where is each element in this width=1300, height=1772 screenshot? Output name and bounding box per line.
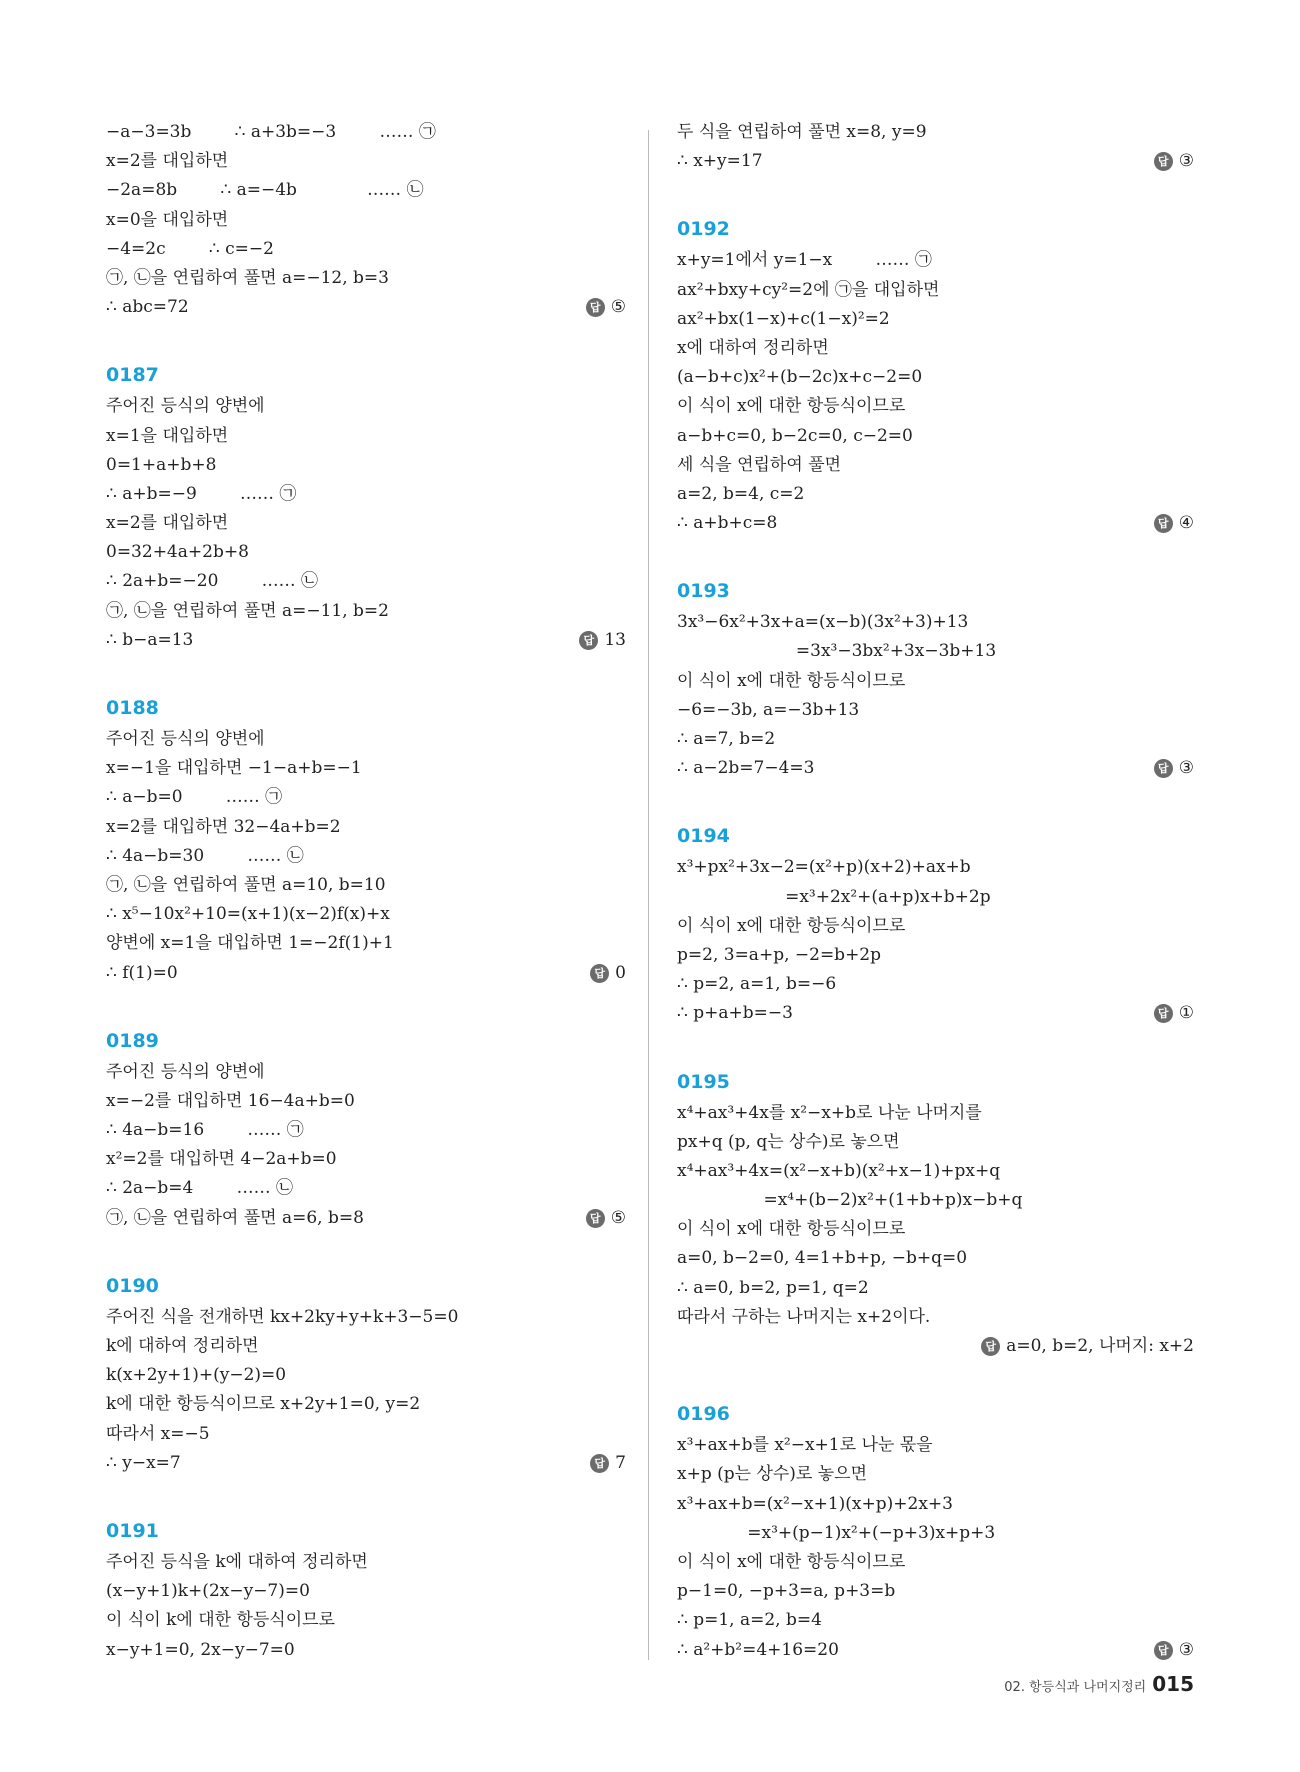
- solution-line: [677, 1548, 1194, 1577]
- answer: [981, 1332, 1194, 1361]
- solution-line-text: 세 식을 연립하여 풀면: [677, 454, 842, 475]
- solution-line: [677, 509, 1194, 538]
- solution-line: [106, 871, 626, 900]
- solution-line-text: 3x³−6x²+3x+a=(x−b)(3x²+3)+13: [677, 612, 969, 633]
- answer-value: ③: [1178, 151, 1194, 172]
- solution-block: [677, 1066, 1194, 1362]
- answer-badge-icon: 답: [1154, 514, 1173, 533]
- solution-line: [106, 1420, 626, 1449]
- solution-line: [677, 1577, 1194, 1606]
- solution-line: [106, 1087, 626, 1116]
- solution-line: [106, 1174, 626, 1203]
- solution-line-text: 주어진 등식의 양변에: [106, 729, 265, 749]
- solution-line: [106, 929, 626, 958]
- solution-line: [677, 1332, 1194, 1361]
- solution-line: [677, 1157, 1194, 1186]
- solution-line: [106, 842, 626, 871]
- solution-line-text: ax²+bxy+cy²=2에 ㉠을 대입하면: [677, 279, 940, 300]
- solution-line-text: ∴ a²+b²=4+16=20: [677, 1639, 839, 1660]
- solution-line-text: ∴ b−a=13: [106, 629, 194, 650]
- solution-line-text: =x⁴+(b−2)x²+(1+b+p)x−b+q: [677, 1190, 1023, 1211]
- solution-line-text: ㉠, ㉡을 연립하여 풀면 a=−11, b=2: [106, 600, 389, 621]
- solution-line: [106, 392, 626, 421]
- left-column: [106, 118, 626, 1702]
- solution-line: [106, 725, 626, 754]
- solution-line: [677, 883, 1194, 912]
- solution-line: [106, 597, 626, 626]
- problem-number: 0196: [677, 1403, 730, 1426]
- answer-badge-icon: 답: [1154, 1641, 1173, 1660]
- solution-line: [677, 1636, 1194, 1665]
- answer-badge-icon: 답: [1154, 152, 1173, 171]
- solution-line: [677, 637, 1194, 666]
- solution-block: [677, 118, 1194, 176]
- solution-line: [677, 853, 1194, 882]
- solution-line-text: 이 식이 x에 대한 항등식이므로: [677, 1219, 906, 1240]
- answer: [579, 626, 626, 655]
- solution-line-text: x=2를 대입하면: [106, 151, 229, 172]
- column-divider: [648, 130, 649, 1660]
- solution-line: [106, 1548, 626, 1577]
- solution-line: [106, 480, 626, 509]
- solution-line-text: k에 대하여 정리하면: [106, 1336, 259, 1356]
- solution-line: [106, 264, 626, 293]
- solution-line: [677, 1303, 1194, 1332]
- solution-line-text: (x−y+1)k+(2x−y−7)=0: [106, 1581, 310, 1602]
- solution-line-text: 이 식이 k에 대한 항등식이므로: [106, 1610, 335, 1631]
- solution-line: [677, 970, 1194, 999]
- solution-line: [677, 1186, 1194, 1215]
- solution-line-text: ㉠, ㉡을 연립하여 풀면 a=−12, b=3: [106, 267, 389, 288]
- solution-line-text: ∴ a+b+c=8: [677, 513, 778, 534]
- solution-line-text: p=2, 3=a+p, −2=b+2p: [677, 944, 882, 965]
- solution-line-text: −a−3=3b ∴ a+3b=−3 …… ㉠: [106, 122, 436, 142]
- solution-block: [677, 820, 1194, 1028]
- solution-line-text: a=0, b−2=0, 4=1+b+p, −b+q=0: [677, 1248, 968, 1269]
- solution-line: [677, 1099, 1194, 1128]
- solution-line-text: x=2를 대입하면: [106, 513, 229, 534]
- solution-line: [677, 246, 1194, 275]
- solution-line-text: ∴ y−x=7: [106, 1452, 181, 1473]
- solution-block: [677, 1398, 1194, 1665]
- solution-line-text: ∴ a−2b=7−4=3: [677, 758, 815, 779]
- solution-line: [106, 783, 626, 812]
- solution-line-text: 주어진 식을 전개하면 kx+2ky+y+k+3−5=0: [106, 1306, 459, 1327]
- solution-line: [106, 1204, 626, 1233]
- solution-line: [677, 1274, 1194, 1303]
- solution-line: [106, 1116, 626, 1145]
- solution-block: [677, 213, 1194, 538]
- solution-line-text: 두 식을 연립하여 풀면 x=8, y=9: [677, 122, 927, 142]
- answer: [590, 959, 626, 988]
- solution-line: [677, 363, 1194, 392]
- solution-line-text: x에 대하여 정리하면: [677, 337, 829, 358]
- solution-line: [677, 1431, 1194, 1460]
- solution-line-text: x³+px²+3x−2=(x²+p)(x+2)+ax+b: [677, 857, 971, 878]
- problem-number: 0190: [106, 1274, 159, 1297]
- solution-line-text: =3x³−3bx²+3x−3b+13: [677, 641, 997, 662]
- solution-line: [677, 754, 1194, 783]
- solution-block: [106, 692, 626, 988]
- problem-number: 0193: [677, 580, 730, 603]
- answer: [1154, 754, 1194, 783]
- solution-line-text: x⁴+ax³+4x=(x²−x+b)(x²+x−1)+px+q: [677, 1160, 1001, 1181]
- solution-line-text: 이 식이 x에 대한 항등식이므로: [677, 1551, 906, 1572]
- page-footer: [1004, 1672, 1194, 1696]
- solution-line: [677, 1128, 1194, 1157]
- solution-line: [106, 118, 626, 147]
- solution-line-text: ∴ a+b=−9 …… ㉠: [106, 483, 297, 504]
- solution-line-text: =x³+(p−1)x²+(−p+3)x+p+3: [677, 1522, 996, 1543]
- solution-line-text: 0=1+a+b+8: [106, 454, 217, 475]
- solution-line-text: x=1을 대입하면: [106, 425, 229, 446]
- answer: [590, 1449, 626, 1478]
- answer: [1154, 1636, 1194, 1665]
- solution-line-text: ∴ a=7, b=2: [677, 729, 776, 749]
- answer-value: 13: [604, 629, 626, 650]
- solution-line-text: k에 대한 항등식이므로 x+2y+1=0, y=2: [106, 1394, 421, 1415]
- solution-line-text: x=−1을 대입하면 −1−a+b=−1: [106, 758, 362, 779]
- solution-line: [106, 1636, 626, 1665]
- solution-line-text: ㉠, ㉡을 연립하여 풀면 a=10, b=10: [106, 874, 386, 895]
- solution-line: [677, 1606, 1194, 1635]
- answer: [1154, 509, 1194, 538]
- solution-line-text: ∴ a=0, b=2, p=1, q=2: [677, 1277, 869, 1298]
- solution-line-text: a=2, b=4, c=2: [677, 483, 805, 504]
- solution-line: [677, 999, 1194, 1028]
- solution-line: [106, 451, 626, 480]
- solution-line-text: ∴ a−b=0 …… ㉠: [106, 787, 283, 808]
- solution-line-text: k(x+2y+1)+(y−2)=0: [106, 1365, 287, 1386]
- solution-line-text: x−y+1=0, 2x−y−7=0: [106, 1639, 295, 1660]
- solution-line: [106, 1361, 626, 1390]
- solution-line: [677, 422, 1194, 451]
- solution-line: [677, 392, 1194, 421]
- solution-line: [677, 305, 1194, 334]
- solution-line-text: x+p (p는 상수)로 놓으면: [677, 1464, 868, 1485]
- answer-value: a=0, b=2, 나머지: x+2: [1006, 1336, 1194, 1356]
- solution-line: [106, 538, 626, 567]
- solution-line: [677, 118, 1194, 147]
- solution-line-text: x²=2를 대입하면 4−2a+b=0: [106, 1149, 337, 1170]
- answer-value: ③: [1178, 1639, 1194, 1660]
- solution-line-text: ax²+bx(1−x)+c(1−x)²=2: [677, 308, 890, 329]
- answer-badge-icon: 답: [586, 298, 605, 317]
- solution-line: [677, 147, 1194, 176]
- solution-line: [677, 1460, 1194, 1489]
- chapter-title: 02. 항등식과 나머지정리: [1004, 1680, 1147, 1695]
- answer: [1154, 999, 1194, 1028]
- solution-line-text: ∴ f(1)=0: [106, 962, 178, 983]
- solution-line: [106, 1303, 626, 1332]
- solution-line-text: −6=−3b, a=−3b+13: [677, 699, 860, 720]
- answer-badge-icon: 답: [579, 631, 598, 650]
- problem-number: 0189: [106, 1029, 159, 1052]
- solution-line-text: 주어진 등식을 k에 대하여 정리하면: [106, 1551, 368, 1572]
- solution-line: [106, 206, 626, 235]
- solution-line-text: 이 식이 x에 대한 항등식이므로: [677, 396, 906, 417]
- problem-number: 0188: [106, 697, 159, 719]
- solution-line-text: px+q (p, q는 상수)로 놓으면: [677, 1131, 900, 1152]
- solution-line-text: ∴ 4a−b=16 …… ㉠: [106, 1120, 304, 1141]
- solution-line: [106, 1577, 626, 1606]
- problem-number: 0191: [106, 1519, 159, 1542]
- solution-line: [106, 509, 626, 538]
- solution-block: [106, 1515, 626, 1665]
- solution-line-text: x³+ax+b=(x²−x+1)(x+p)+2x+3: [677, 1493, 953, 1514]
- solution-line-text: 주어진 등식의 양변에: [106, 396, 265, 417]
- solution-line-text: x³+ax+b를 x²−x+1로 나눈 몫을: [677, 1435, 933, 1456]
- solution-line-text: 이 식이 x에 대한 항등식이므로: [677, 670, 906, 691]
- solution-line: [677, 334, 1194, 363]
- solution-line: [677, 276, 1194, 305]
- solution-line-text: 따라서 x=−5: [106, 1423, 210, 1444]
- solution-line: [677, 608, 1194, 637]
- solution-line: [106, 626, 626, 655]
- solution-line: [106, 293, 626, 322]
- solution-line: [677, 451, 1194, 480]
- solution-line-text: x=2를 대입하면 32−4a+b=2: [106, 816, 341, 837]
- solution-line-text: (a−b+c)x²+(b−2c)x+c−2=0: [677, 367, 923, 388]
- answer-badge-icon: 답: [586, 1209, 605, 1228]
- solution-line: [677, 696, 1194, 725]
- solution-line: [677, 1215, 1194, 1244]
- answer-badge-icon: 답: [981, 1337, 1000, 1356]
- solution-line-text: x+y=1에서 y=1−x …… ㉠: [677, 250, 932, 271]
- solution-line-text: x=−2를 대입하면 16−4a+b=0: [106, 1090, 355, 1111]
- answer-value: ⑤: [610, 1207, 626, 1228]
- solution-line: [677, 1244, 1194, 1273]
- solution-line-text: 주어진 등식의 양변에: [106, 1061, 265, 1082]
- solution-line-text: 이 식이 x에 대한 항등식이므로: [677, 915, 906, 936]
- solution-line: [106, 422, 626, 451]
- solution-line: [677, 725, 1194, 754]
- solution-line: [677, 1519, 1194, 1548]
- solution-line: [106, 1449, 626, 1478]
- page-number: 015: [1152, 1672, 1194, 1696]
- solution-line: [106, 1606, 626, 1635]
- answer-value: ④: [1178, 513, 1194, 534]
- answer: [586, 1204, 626, 1233]
- solution-line-text: ∴ x⁵−10x²+10=(x+1)(x−2)f(x)+x: [106, 904, 390, 925]
- answer-badge-icon: 답: [590, 1454, 609, 1473]
- answer-value: ③: [1178, 758, 1194, 779]
- problem-number: 0192: [677, 218, 730, 241]
- solution-block: [106, 359, 626, 655]
- solution-line-text: ∴ p+a+b=−3: [677, 1003, 793, 1024]
- solution-line-text: 따라서 구하는 나머지는 x+2이다.: [677, 1306, 931, 1327]
- solution-line: [106, 754, 626, 783]
- solution-line-text: ㉠, ㉡을 연립하여 풀면 a=6, b=8: [106, 1207, 364, 1228]
- solution-line-text: x⁴+ax³+4x를 x²−x+b로 나눈 나머지를: [677, 1102, 982, 1123]
- answer-value: 7: [615, 1452, 626, 1473]
- right-column: [677, 118, 1194, 1702]
- solution-line: [106, 813, 626, 842]
- solution-line: [106, 567, 626, 596]
- problem-number: 0187: [106, 364, 159, 387]
- solution-line: [106, 235, 626, 264]
- problem-number: 0194: [677, 825, 730, 848]
- solution-line: [106, 1390, 626, 1419]
- answer-badge-icon: 답: [1154, 759, 1173, 778]
- solution-line-text: 양변에 x=1을 대입하면 1=−2f(1)+1: [106, 933, 394, 954]
- solution-line-text: ∴ 2a+b=−20 …… ㉡: [106, 571, 319, 592]
- solution-line: [677, 912, 1194, 941]
- solution-line-text: ∴ p=1, a=2, b=4: [677, 1610, 822, 1631]
- solution-block: [106, 1025, 626, 1233]
- solution-block: [106, 1270, 626, 1478]
- solution-line-text: 0=32+4a+2b+8: [106, 542, 249, 563]
- solution-line-text: ∴ x+y=17: [677, 151, 763, 172]
- solution-line: [106, 959, 626, 988]
- solution-block: [106, 118, 626, 322]
- solution-line: [106, 900, 626, 929]
- answer-badge-icon: 답: [1154, 1004, 1173, 1023]
- answer-badge-icon: 답: [590, 964, 609, 983]
- solution-line-text: ∴ abc=72: [106, 297, 189, 318]
- answer: [1154, 147, 1194, 176]
- solution-line: [677, 480, 1194, 509]
- answer-value: ①: [1178, 1003, 1194, 1024]
- solution-block: [677, 575, 1194, 783]
- answer-value: ⑤: [610, 297, 626, 318]
- solution-line-text: −2a=8b ∴ a=−4b …… ㉡: [106, 180, 424, 201]
- answer: [586, 293, 626, 322]
- solution-line-text: ∴ p=2, a=1, b=−6: [677, 974, 837, 995]
- solution-line-text: ∴ 2a−b=4 …… ㉡: [106, 1178, 293, 1199]
- solution-line: [106, 176, 626, 205]
- solution-line: [677, 667, 1194, 696]
- solution-line: [677, 941, 1194, 970]
- answer-value: 0: [615, 962, 626, 983]
- solution-line: [106, 1332, 626, 1361]
- solution-line-text: −4=2c ∴ c=−2: [106, 238, 274, 259]
- solution-line-text: p−1=0, −p+3=a, p+3=b: [677, 1581, 896, 1602]
- solution-line: [106, 147, 626, 176]
- solution-line-text: =x³+2x²+(a+p)x+b+2p: [677, 886, 991, 907]
- solution-line-text: ∴ 4a−b=30 …… ㉡: [106, 845, 304, 866]
- solution-line: [106, 1145, 626, 1174]
- solution-line: [106, 1058, 626, 1087]
- solution-line: [677, 1490, 1194, 1519]
- solution-line-text: a−b+c=0, b−2c=0, c−2=0: [677, 425, 913, 446]
- problem-number: 0195: [677, 1070, 730, 1093]
- solution-line-text: x=0을 대입하면: [106, 209, 229, 230]
